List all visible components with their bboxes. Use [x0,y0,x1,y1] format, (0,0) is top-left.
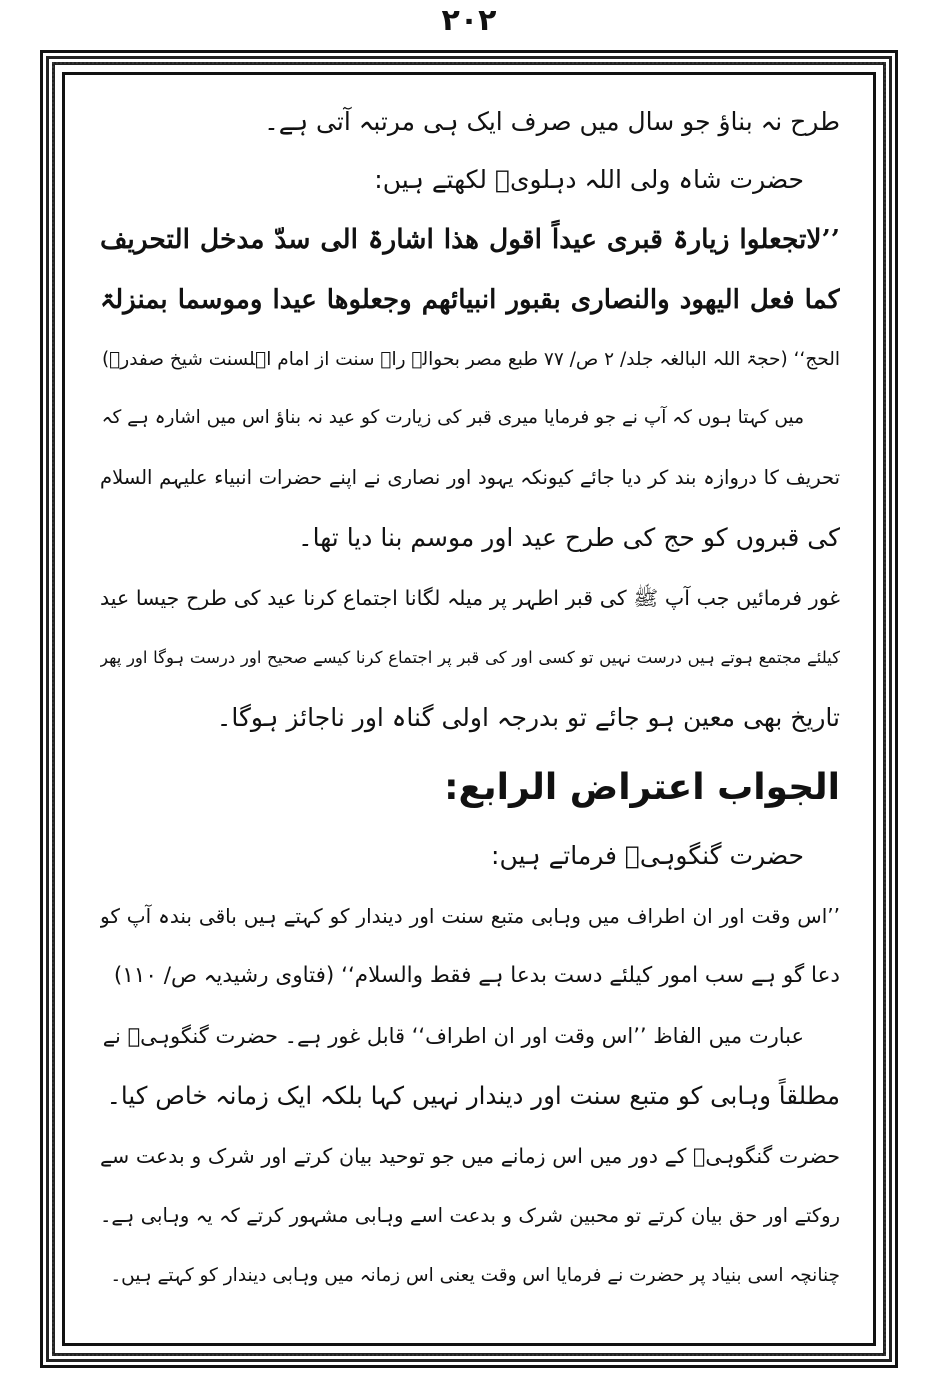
text-line: کیلئے مجتمع ہوتے ہیں درست نہیں تو کسی اور کی قبر پر اجتماع کرنا کیسے صحیح اور درست ہوگا اور پھر [100,648,840,667]
section-heading: الجواب اعتراض الرابع: [444,767,840,808]
text-line: کی قبروں کو حج کی طرح عید اور موسم بنا دیا تھا۔ [298,523,840,552]
page-number: ۲۰۲ [441,3,497,38]
quote-line: دعا گو ہے سب امور کیلئے دست بدعا ہے فقط والسلام‘‘ (فتاوی رشیدیہ ص/ ۱۱۰) [113,963,840,988]
text-line: غور فرمائیں جب آپ ﷺ کی قبر اطہر پر میلہ لگانا اجتماع کرنا عید کی طرح جیسا عید [100,586,840,610]
citation-line: الحج‘‘ (حجۃ اللہ البالغہ جلد/ ۲ ص/ ۷۷ طبع مصر بحوالہ راہ سنت از امام اہلسنت شیخ صفدرؒ) [101,349,840,370]
text-line: مطلقاً وہابی کو متبع سنت اور دیندار نہیں کہا بلکہ ایک زمانہ خاص کیا۔ [106,1081,840,1110]
text-line: حضرت شاہ ولی اللہ دہلویؒ لکھتے ہیں: [374,165,804,194]
arabic-quote-line: ’’لاتجعلوا زیارۃ قبری عیداً اقول ھذا اشارۃ الی سدّ مدخل التحریف [100,224,840,255]
text-line: حضرت گنگوہیؒ فرماتے ہیں: [491,841,804,870]
arabic-quote-line: کما فعل الیھود والنصاری بقبور انبیائھم وجعلوھا عیدا وموسما بمنزلۃ [100,285,840,315]
page-body [100,90,840,1340]
text-line: چنانچہ اسی بنیاد پر حضرت نے فرمایا اس وقت یعنی اس زمانہ میں وہابی دیندار کو کہتے ہیں۔ [110,1265,840,1286]
text-line: تاریخ بھی معین ہو جائے تو بدرجہ اولی گناہ اور ناجائز ہوگا۔ [216,703,840,732]
text-line: تحریف کا دروازہ بند کر دیا جائے کیونکہ یہود اور نصاری نے اپنے حضرات انبیاء علیہم السلام [100,466,840,489]
quote-line: ’’اس وقت اور ان اطراف میں وہابی متبع سنت اور دیندار کو کہتے ہیں باقی بندہ آپ کو [100,904,840,928]
text-line: حضرت گنگوہیؒ کے دور میں اس زمانے میں جو توحید بیان کرتے اور شرک و بدعت سے [100,1144,840,1168]
text-line: عبارت میں الفاظ ’’اس وقت اور ان اطراف‘‘ قابل غور ہے۔ حضرت گنگوہیؒ نے [102,1024,804,1048]
text-line: میں کہتا ہوں کہ آپ نے جو فرمایا میری قبر کی زیارت کو عید نہ بناؤ اس میں اشارہ ہے کہ [101,407,804,428]
text-line: روکتے اور حق بیان کرتے تو محبین شرک و بدعت اسے وہابی مشہور کرتے کہ یہ وہابی ہے۔ [100,1204,840,1227]
text-line: طرح نہ بناؤ جو سال میں صرف ایک ہی مرتبہ آتی ہے۔ [264,107,840,136]
